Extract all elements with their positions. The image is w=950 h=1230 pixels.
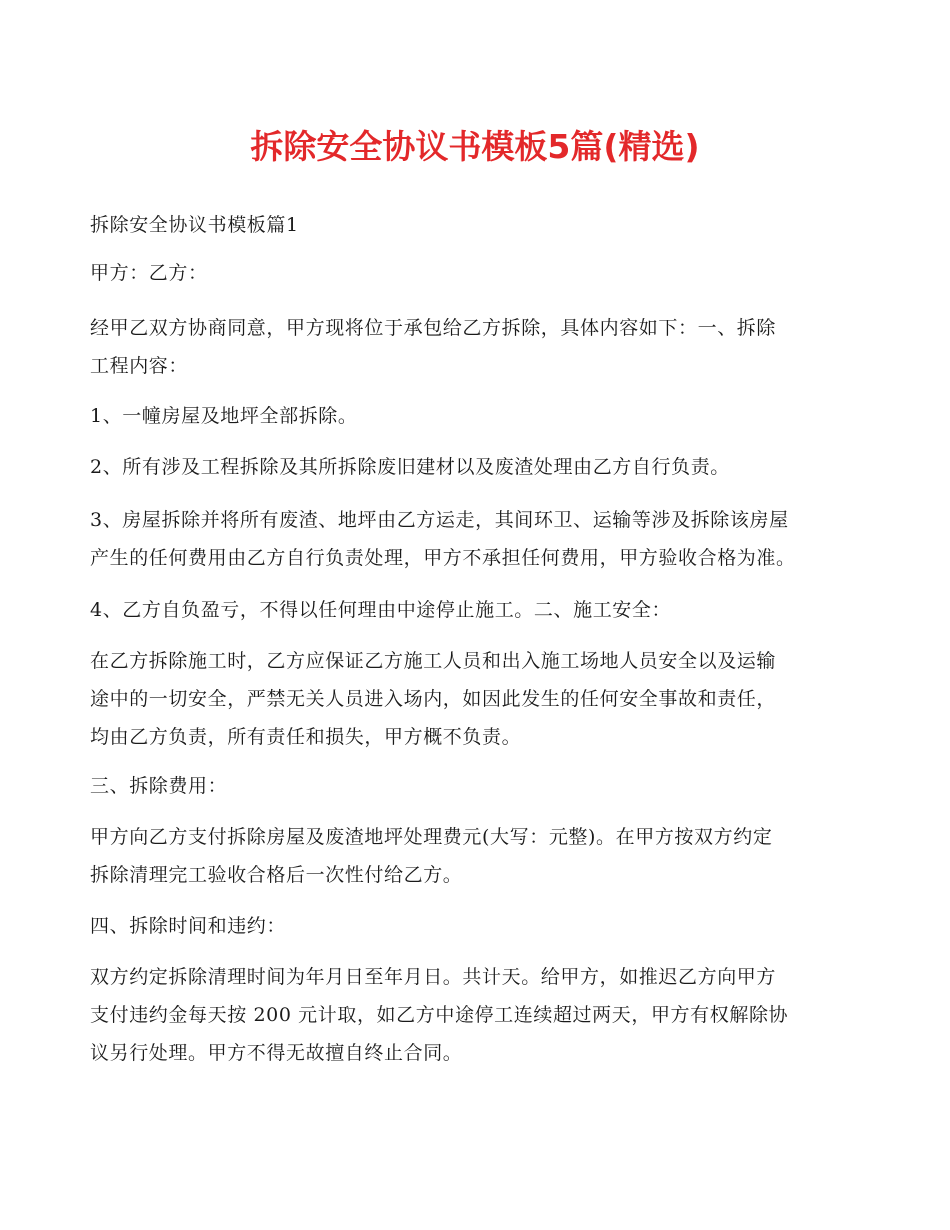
text-line: 2、所有涉及工程拆除及其所拆除废旧建材以及废渣处理由乙方自行负责。 bbox=[90, 456, 730, 478]
paragraph-safety bbox=[90, 642, 880, 756]
clause-1 bbox=[90, 397, 880, 435]
text-line: 4、乙方自负盈亏，不得以任何理由中途停止施工。二、施工安全： bbox=[90, 599, 672, 621]
section-heading-time bbox=[90, 907, 880, 945]
text-line: 途中的一切安全，严禁无关人员进入场内，如因此发生的任何安全事故和责任， bbox=[90, 688, 777, 710]
paragraph-intro bbox=[90, 309, 880, 385]
text-line: 工程内容： bbox=[90, 355, 189, 377]
text-line: 四、拆除时间和违约： bbox=[90, 915, 287, 937]
text-line: 在乙方拆除施工时，乙方应保证乙方施工人员和出入施工场地人员安全以及运输 bbox=[90, 650, 777, 672]
section-heading-fees bbox=[90, 767, 880, 805]
clause-3 bbox=[90, 501, 880, 577]
text-line: 经甲乙双方协商同意，甲方现将位于承包给乙方拆除，具体内容如下：一、拆除 bbox=[90, 317, 777, 339]
section-heading-1 bbox=[90, 206, 880, 244]
paragraph-fees bbox=[90, 818, 880, 894]
clause-2 bbox=[90, 448, 880, 486]
text-line: 三、拆除费用： bbox=[90, 775, 228, 797]
clause-4 bbox=[90, 591, 880, 629]
text-line: 3、房屋拆除并将所有废渣、地坪由乙方运走，其间环卫、运输等涉及拆除该房屋 bbox=[90, 509, 789, 531]
text-line: 甲方向乙方支付拆除房屋及废渣地坪处理费元(大写：元整)。在甲方按双方约定 bbox=[90, 826, 773, 848]
text-line: 支付违约金每天按 200 元计取，如乙方中途停工连续超过两天，甲方有权解除协 bbox=[90, 1004, 789, 1026]
parties-line bbox=[90, 254, 880, 292]
text-line: 1、一幢房屋及地坪全部拆除。 bbox=[90, 405, 358, 427]
text-line: 均由乙方负责，所有责任和损失，甲方概不负责。 bbox=[90, 726, 522, 748]
text-line: 议另行处理。甲方不得无故擅自终止合同。 bbox=[90, 1042, 463, 1064]
text-line: 双方约定拆除清理时间为年月日至年月日。共计天。给甲方，如推迟乙方向甲方 bbox=[90, 966, 777, 988]
document-title: 拆除安全协议书模板5篇(精选) bbox=[250, 127, 700, 166]
text-line: 产生的任何费用由乙方自行负责处理，甲方不承担任何费用，甲方验收合格为准。 bbox=[90, 547, 796, 569]
paragraph-time bbox=[90, 958, 880, 1072]
text-line: 拆除安全协议书模板篇1 bbox=[90, 214, 299, 236]
text-line: 拆除清理完工验收合格后一次性付给乙方。 bbox=[90, 864, 463, 886]
text-line: 甲方：乙方： bbox=[90, 262, 208, 284]
